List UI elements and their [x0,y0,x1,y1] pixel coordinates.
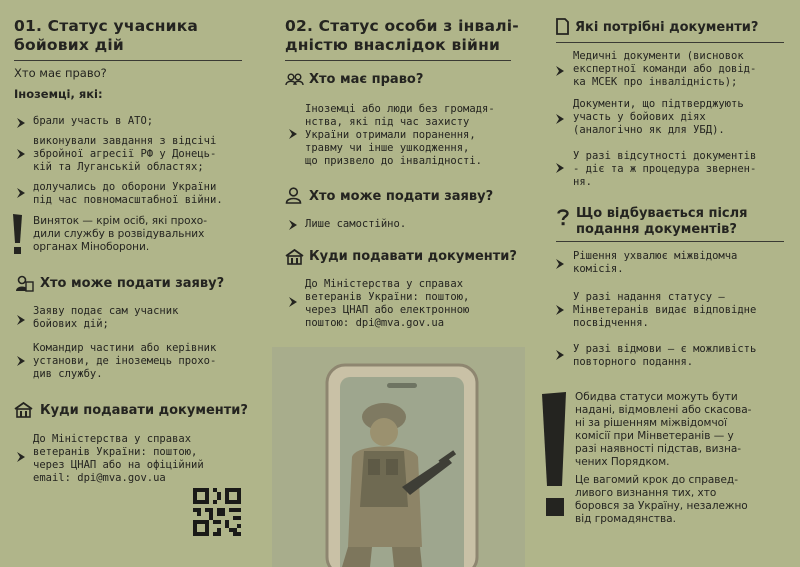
where-heading: Куди подавати документи? [309,249,517,264]
building-icon [284,248,305,265]
section-title-disability: 02. Статус особи з інвалі- дністю внаслідок війни [285,17,519,54]
after-heading: Що відбувається після подання документів? [576,206,748,237]
after-item: У разі відмови — є можливість повторного подання. [573,343,757,368]
person-icon [285,187,302,204]
apply-heading: Хто може подати заяву? [309,189,494,204]
rights-item: виконували завдання з відсічі збройної агресії РФ у Донець- кій та Луганській областях; [33,135,217,173]
apply-heading: Хто може подати заяву? [40,276,225,291]
apply-item: Заяву подає сам учасник бойових дій; [33,305,179,330]
arrow-icon [15,187,27,199]
building-icon [13,401,34,418]
where-text: До Міністерства у справах ветеранів України: поштою, через ЦНАП або електронною поштою: dpi@mva.gov.ua [305,278,470,329]
foreigners-label: Іноземці, які: [14,87,103,101]
status-note: Обидва статуси можуть бути надані, відмовлені або скасова- ні за рішенням міжвідомчої комісії при Мінветеранів — у разі наявності підстав, визна- чених Порядком. [575,391,752,468]
after-item: У разі надання статусу — Мінветеранів видає відповідне посвідчення. [573,291,757,329]
where-heading: Куди подавати документи? [40,403,248,418]
arrow-icon [554,65,566,77]
divider [556,241,784,242]
rights-item: брали участь в АТО; [33,115,154,127]
exclamation-icon [10,212,24,256]
apply-item: Командир частини або керівник установи, де іноземець прохо- див службу. [33,342,217,380]
arrow-icon [287,219,299,231]
soldier-phone-illustration [272,347,525,567]
exclamation-icon [540,392,568,524]
divider [14,60,242,61]
who-question: Хто має право? [14,66,107,80]
arrow-icon [15,355,27,367]
column-combatant-status [0,0,265,567]
arrow-icon [554,113,566,125]
apply-text: Лише самостійно. [305,218,407,230]
docs-item: Документи, що підтверджують участь у бойових діях (аналогічно як для УБД). [573,98,744,136]
arrow-icon [554,162,566,174]
arrow-icon [554,349,566,361]
who-heading: Хто має право? [309,72,424,87]
arrow-icon [15,451,27,463]
section-title-combatant: 01. Статус учасника бойових дій [14,17,199,54]
question-icon [556,208,570,226]
docs-item: Медичні документи (висновок експертної команди або довід- ка МСЕК про інвалідність); [573,50,757,88]
arrow-icon [287,296,299,308]
divider [285,60,511,61]
exception-note: Виняток — крім осіб, які прохо- дили службу в розвідувальних органах Міноборони. [33,215,208,253]
who-text: Іноземці або люди без громадя- нства, які під час захисту України отримали поранення, травму чи інше ушкодження, що призвело до інвалідності. [305,103,495,167]
arrow-icon [554,258,566,270]
arrow-icon [287,128,299,140]
docs-heading: Які потрібні документи? [575,20,759,35]
divider [556,42,784,43]
qr-code[interactable] [193,488,241,536]
arrow-icon [15,314,27,326]
docs-item: У разі відсутності документів - діє та ж процедура звернен- ня. [573,150,757,188]
where-text: До Міністерства у справах ветеранів України: поштою, через ЦНАП або на офіційний email: dpi@mva.gov.ua [33,433,204,484]
after-item: Рішення ухвалює міжвідомча комісія. [573,250,738,275]
document-icon [556,18,569,35]
recognition-note: Це вагомий крок до справед- ливого визнання тих, хто боровся за Україну, незалежно від громадянства. [575,474,748,525]
person-form-icon [15,275,34,292]
arrow-icon [554,304,566,316]
arrow-icon [15,117,27,129]
people-icon [285,73,304,86]
rights-item: долучались до оборони України під час повномасштабної війни. [33,181,223,206]
arrow-icon [15,148,27,160]
column-documents-process [540,0,800,567]
